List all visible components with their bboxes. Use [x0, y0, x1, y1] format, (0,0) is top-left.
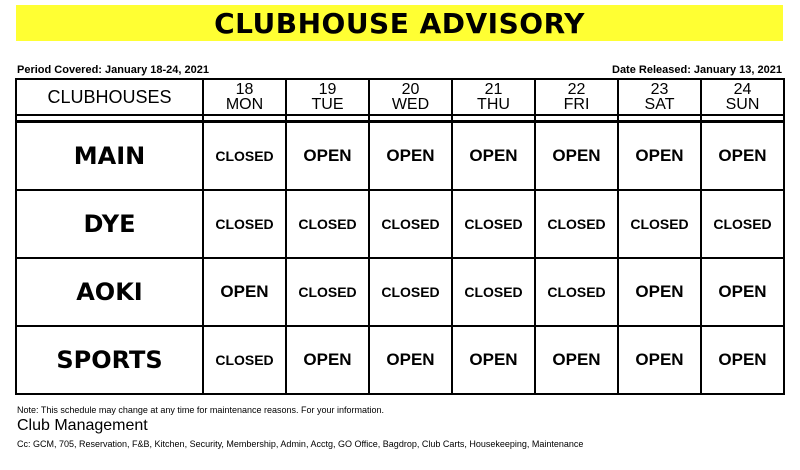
status-cell: OPEN [369, 122, 452, 191]
day-number: 19 [318, 81, 337, 98]
status-cell: OPEN [618, 326, 701, 394]
status-cell: CLOSED [369, 258, 452, 326]
cc-list: Cc: GCM, 705, Reservation, F&B, Kitchen, Security, Membership, Admin, Acctg, GO Office, Bagdrop, Club Carts, Housekeeping, Maintenance [17, 439, 584, 449]
schedule-table [15, 78, 785, 395]
status-cell: CLOSED [369, 190, 452, 258]
status-cell: CLOSED [286, 258, 369, 326]
day-header-thu [452, 79, 535, 115]
day-name: THU [477, 96, 510, 113]
status-cell: OPEN [452, 122, 535, 191]
day-header-sun [701, 79, 784, 115]
status-cell: CLOSED [203, 190, 286, 258]
status-cell: OPEN [618, 258, 701, 326]
page-title: CLUBHOUSE ADVISORY [214, 6, 585, 40]
status-cell: OPEN [203, 258, 286, 326]
clubhouse-row-sports [16, 326, 784, 394]
header-row [16, 79, 784, 115]
clubhouse-row-main [16, 122, 784, 191]
status-cell: OPEN [618, 122, 701, 191]
day-name: SUN [725, 96, 760, 113]
status-cell: CLOSED [452, 258, 535, 326]
clubhouse-name: MAIN [16, 122, 203, 191]
status-cell: CLOSED [535, 190, 618, 258]
status-cell: OPEN [535, 122, 618, 191]
status-cell: OPEN [286, 122, 369, 191]
day-name: TUE [311, 96, 344, 113]
day-header-fri [535, 79, 618, 115]
day-header-sat [618, 79, 701, 115]
period-covered: Period Covered: January 18-24, 2021 [17, 64, 209, 76]
signature: Club Management [17, 417, 148, 434]
day-name: FRI [563, 96, 590, 113]
clubhouse-name: AOKI [16, 258, 203, 326]
day-number: 24 [733, 81, 752, 98]
date-released: Date Released: January 13, 2021 [612, 64, 782, 76]
day-name: SAT [644, 96, 675, 113]
day-name: WED [391, 96, 430, 113]
status-cell: OPEN [369, 326, 452, 394]
status-cell: OPEN [535, 326, 618, 394]
day-number: 21 [484, 81, 503, 98]
status-cell: CLOSED [535, 258, 618, 326]
status-cell: OPEN [701, 326, 784, 394]
title-banner [16, 5, 783, 41]
day-header-tue [286, 79, 369, 115]
schedule-note: Note: This schedule may change at any time for maintenance reasons. For your information. [17, 405, 385, 415]
day-number: 20 [401, 81, 420, 98]
clubhouse-name: SPORTS [16, 326, 203, 394]
clubhouse-row-aoki [16, 258, 784, 326]
status-cell: CLOSED [203, 326, 286, 394]
status-cell: CLOSED [701, 190, 784, 258]
status-cell: CLOSED [203, 122, 286, 191]
status-cell: OPEN [701, 258, 784, 326]
day-header-mon [203, 79, 286, 115]
status-cell: CLOSED [452, 190, 535, 258]
status-cell: CLOSED [618, 190, 701, 258]
status-cell: OPEN [701, 122, 784, 191]
clubhouses-header: CLUBHOUSES [16, 79, 203, 115]
day-number: 18 [235, 81, 254, 98]
status-cell: CLOSED [286, 190, 369, 258]
day-header-wed [369, 79, 452, 115]
clubhouse-row-dye [16, 190, 784, 258]
day-name: MON [225, 96, 264, 113]
day-number: 23 [650, 81, 669, 98]
status-cell: OPEN [452, 326, 535, 394]
day-number: 22 [567, 81, 586, 98]
clubhouse-name: DYE [16, 190, 203, 258]
status-cell: OPEN [286, 326, 369, 394]
